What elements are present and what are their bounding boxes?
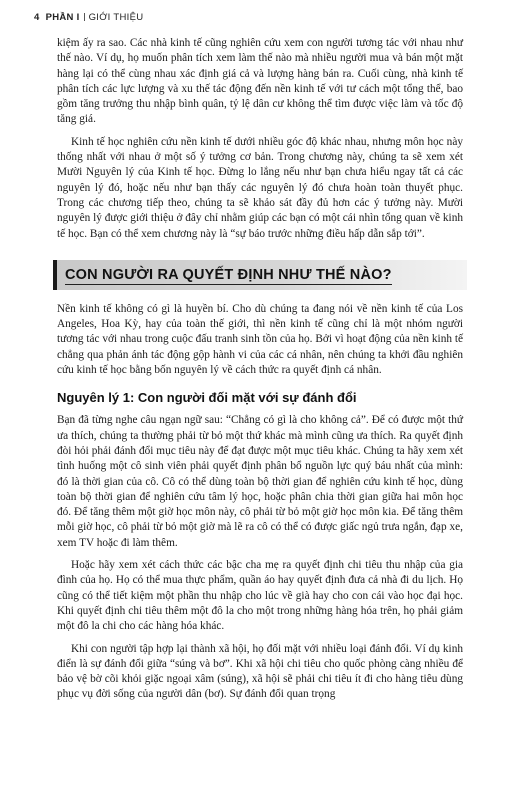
body-paragraph: Kinh tế học nghiên cứu nền kinh tế dưới nhiều góc độ khác nhau, nhưng môn học này thống nhất với nhau ở một số ý tưởng cơ bản. Trong chương này, chúng ta sẽ xem xét Mười Nguyên lý của Kinh tế học. Đừng lo lắng nếu như bạn chưa hiểu ngay tất cả các nguyên lý đó, hoặc nếu như bạn thấy các nguyên lý đó chưa hoàn toàn thuyết phục. Trong các chương tiếp theo, chúng ta sẽ khảo sát đầy đủ hơn các ý tưởng này. Mười nguyên lý được giới thiệu ở đây chỉ nhằm giúp các bạn có một cái nhìn tổng quan về kinh tế học. Bạn có thể xem chương này là “sự báo trước những điều hấp dẫn sắp tới”. [57,135,463,240]
header-divider [84,13,85,21]
page-content [57,36,463,703]
section-intro: Nền kinh tế không có gì là huyền bí. Cho dù chúng ta đang nói về nền kinh tế của Los Angeles, Hoa Kỳ, hay của toàn thế giới, thì nền kinh tế cũng chỉ là một nhóm người tương tác với nhau trong cuộc đấu tranh sinh tồn của họ. Bởi vì hoạt động của nền kinh tế chẳng qua phản ánh tác động gộp hành vi của các cá nhân, nên chúng ta khởi đầu nghiên cứu kinh tế học bằng bốn nguyên lý về cách thức ra quyết định cá nhân. [57,302,463,377]
body-paragraph: kiệm ấy ra sao. Các nhà kinh tế cũng nghiên cứu xem con người tương tác với nhau như thế nào. Ví dụ, họ muốn phân tích xem làm thế nào mà nhiều người mua và bán một mặt hàng lại có thể cùng nhau xác định giá cả và lượng hàng bán ra. Cuối cùng, nhà kinh tế phân tích các lực lượng và xu thế tác động đến nền kinh tế với tư cách một tổng thể, bao gồm tăng trưởng thu nhập bình quân, tỷ lệ dân cư không thể tìm được việc làm và tốc độ tăng giá. [57,37,463,126]
page-number: 4 [34,12,40,23]
part-title: GIỚI THIỆU [88,12,144,23]
body-paragraph: Khi con người tập hợp lại thành xã hội, họ đối mặt với nhiều loại đánh đổi. Ví dụ kinh điển là sự đánh đổi giữa “súng và bơ”. Khi xã hội chi tiêu cho quốc phòng càng nhiều để bảo vệ bờ cõi khỏi giặc ngoại xâm (súng), xã hội sẽ phải chi tiêu ít đi cho hàng tiêu dùng phục vụ đời sống của người dân (bơ). Sự đánh đổi quan trọng [57,642,463,701]
section-heading-band [53,260,467,290]
body-paragraph: Bạn đã từng nghe câu ngạn ngữ sau: “Chẳng có gì là cho không cả”. Để có được một thứ ưa thích, chúng ta thường phải từ bỏ một thứ khác mà mình cũng ưa thích. Ra quyết định đòi hỏi phải đánh đổi mục tiêu này để đạt được một mục tiêu khác. Chúng ta hãy xem xét tình huống một cô sinh viên phải quyết định phân bổ nguồn lực quý báu nhất của mình: đó là thời gian của cô. Cô có thể dùng toàn bộ thời gian để nghiên cứu kinh tế học, dùng toàn bộ thời gian để nghiên cứu tâm lý học, hoặc phân chia thời gian giữa hai môn học đó. Để tăng thêm một giờ học môn này, cô phải từ bỏ một giờ học môn kia. Để tăng thêm mỗi giờ học, cô phải từ bỏ một giờ mà lẽ ra cô có thể có được giấc ngủ trưa ngắn, đạp xe, xem TV hoặc đi làm thêm. [57,414,463,549]
section-title: CON NGƯỜI RA QUYẾT ĐỊNH NHƯ THẾ NÀO? [65,266,392,283]
part-label: PHẦN I [45,12,80,23]
body-paragraph: Hoặc hãy xem xét cách thức các bậc cha mẹ ra quyết định chi tiêu thu nhập của gia đình của họ. Họ có thể mua thực phẩm, quần áo hay quyết định đưa cả nhà đi du lịch. Họ cũng có thể tiết kiệm một phần thu nhập cho lúc về già hay cho con cái vào học đại học. Khi quyết định chi tiêu thêm một đô la cho một trong những hàng hóa trên, họ phải giảm một đô la chi cho các hàng hóa khác. [57,559,463,633]
principle-heading: Nguyên lý 1: Con người đối mặt với sự đánh đổi [57,390,357,406]
running-header [34,12,143,23]
